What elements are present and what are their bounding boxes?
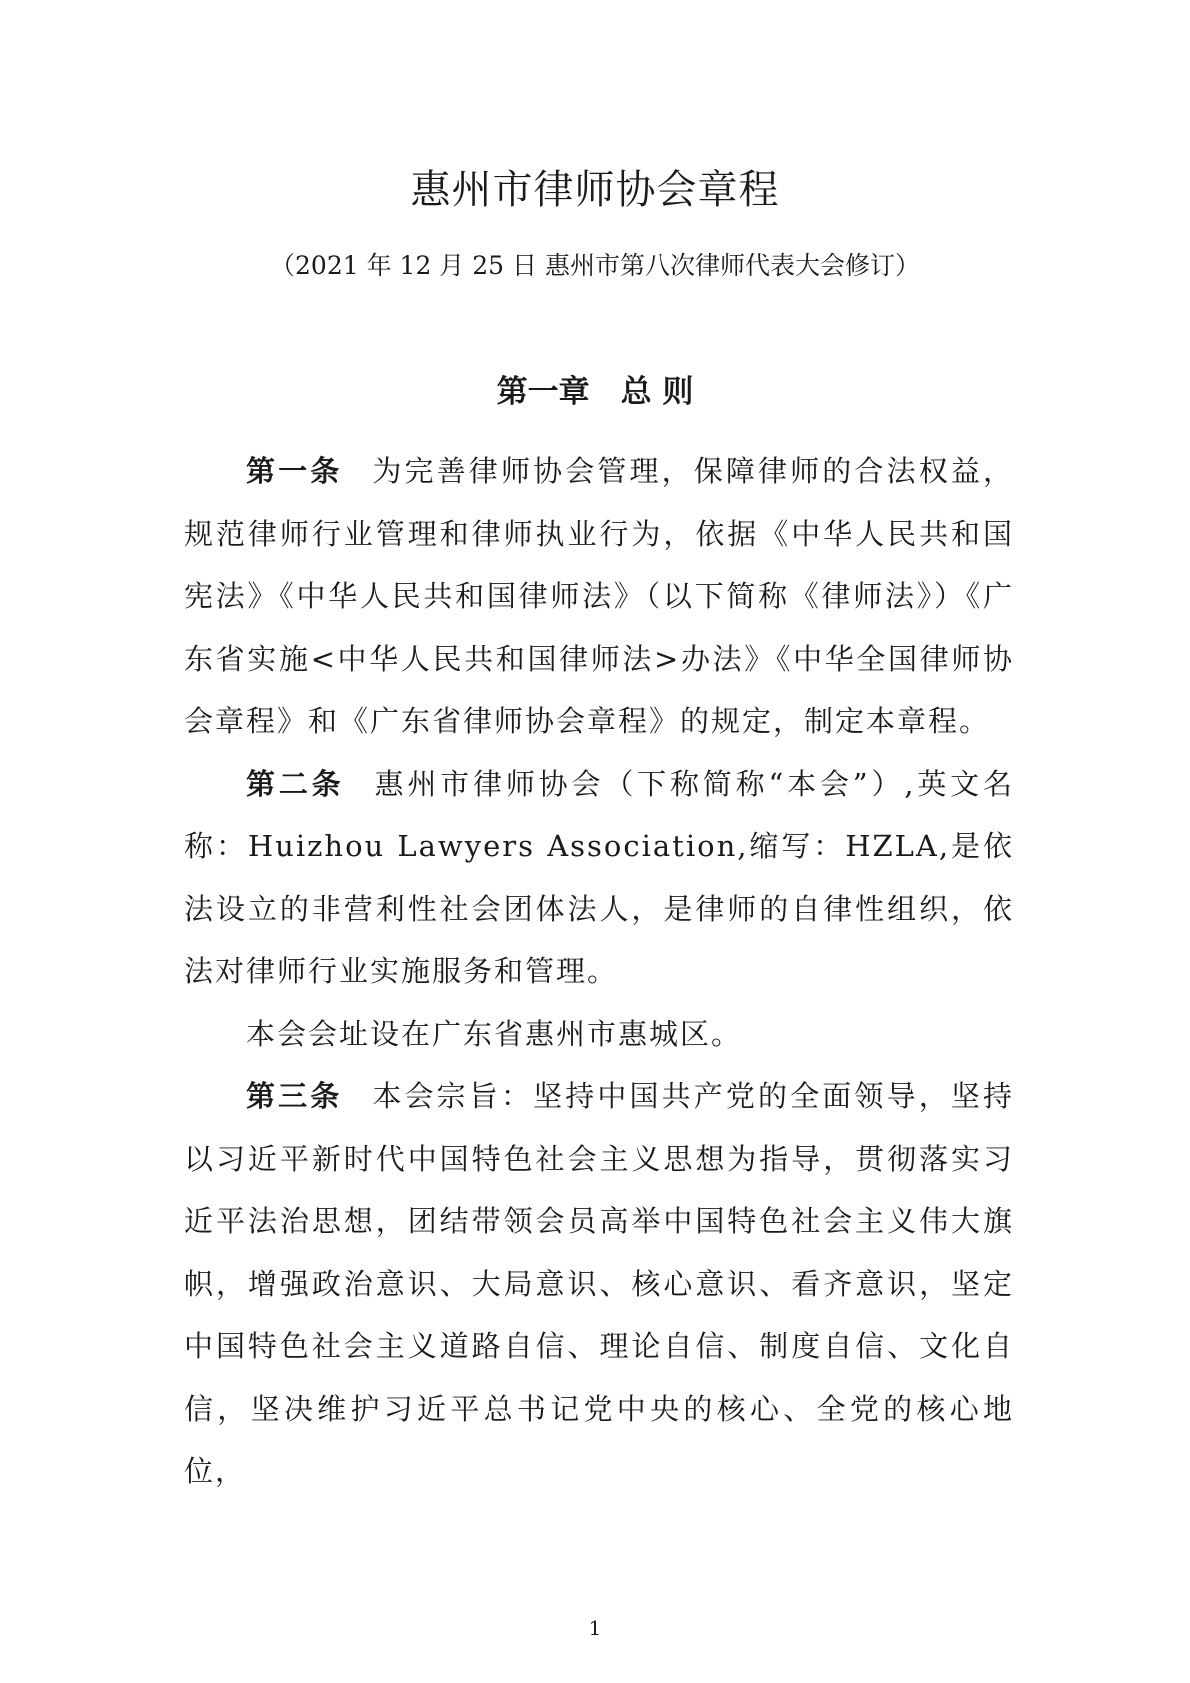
address-paragraph <box>184 1003 1014 1066</box>
article-3 <box>184 1065 1014 1503</box>
article-text: 惠州市律师协会（下称简称“本会”）,英文名称：Huizhou Lawyers Association,缩写：HZLA,是依法设立的非营利性社会团体法人，是律师的自律性组织，依法对律师行业实施服务和管理。 <box>184 766 1014 988</box>
article-label: 第二条 <box>246 766 345 801</box>
article-text: 本会会址设在广东省惠州市惠城区。 <box>246 1016 743 1051</box>
article-text: 本会宗旨：坚持中国共产党的全面领导，坚持以习近平新时代中国特色社会主义思想为指导，贯彻落实习近平法治思想，团结带领会员高举中国特色社会主义伟大旗帜，增强政治意识、大局意识、核心意识、看齐意识，坚定中国特色社会主义道路自信、理论自信、制度自信、文化自信，坚决维护习近平总书记党中央的核心、全党的核心地位， <box>184 1079 1014 1488</box>
article-label: 第三条 <box>246 1079 343 1113</box>
document-subtitle: （2021 年 12 月 25 日 惠州市第八次律师代表大会修订） <box>270 251 920 280</box>
article-text: 为完善律师协会管理，保障律师的合法权益，规范律师行业管理和律师执业行为，依据《中华人民共和国宪法》《中华人民共和国律师法》（以下简称《律师法》）《广东省实施<中华人民共和国律师法>办法》《中华全国律师协会章程》和《广东省律师协会章程》的规定，制定本章程。 <box>184 454 1014 738</box>
document-title: 惠州市律师协会章程 <box>410 167 780 213</box>
chapter-heading: 第一章 总 则 <box>496 374 694 410</box>
article-1 <box>184 440 1014 753</box>
article-label: 第一条 <box>246 454 343 488</box>
article-2 <box>184 753 1014 1003</box>
page-number: 1 <box>588 1616 602 1640</box>
document-body <box>184 440 1014 1503</box>
